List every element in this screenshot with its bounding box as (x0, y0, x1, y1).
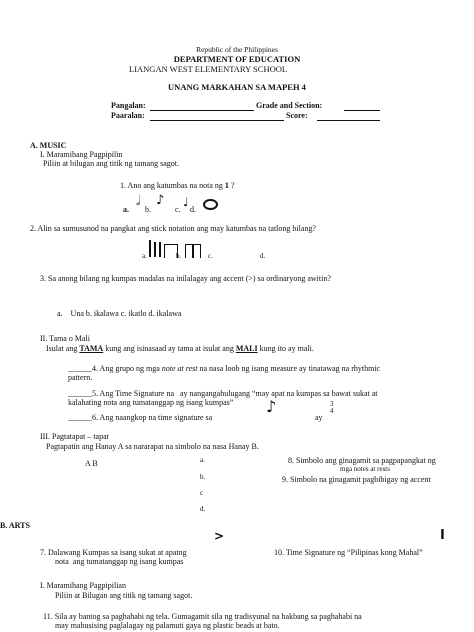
music-section-title: A. MUSIC (30, 141, 67, 150)
question-4: ______4. Ang grupo ng mga note at rest na nasa loob ng isang measure ay tinatawag na rhythmic (68, 364, 381, 373)
quarter-note-icon: ♩ (183, 195, 189, 209)
q2-choice-d[interactable]: d. (260, 252, 266, 260)
stick-note-icon (154, 242, 156, 257)
q1-choice-b[interactable]: b. (145, 205, 151, 214)
eighth-note-icon: ♪ (156, 193, 165, 208)
stick-beam-icon (185, 244, 193, 258)
question-7: 7. Dalawang Kumpas sa isang sukat at apatng (40, 548, 187, 557)
q1-choice-c[interactable]: c. (175, 205, 181, 214)
school-field-line[interactable] (150, 120, 284, 121)
whole-note-icon (203, 199, 218, 210)
q3-choices[interactable]: a. Una b. ikalawa c. ikatlo d. ikalawa (57, 309, 182, 318)
question-5: ______5. Ang Time Signature na ay nangangahulugang “may apat na kumpas sa bawat sukat at (68, 389, 378, 398)
time-signature-bottom: 4 (330, 407, 334, 415)
question-4-line2: pattern. (68, 373, 93, 382)
question-7-line2: nota ang tumatanggap ng isang kumpas (55, 557, 184, 566)
stick-beam-icon (193, 244, 201, 258)
school-line: LIANGAN WEST ELEMENTARY SCHOOL (129, 64, 288, 74)
question-5-line2: kalahating nota ang tumatanggap ng isang kumpas” (68, 398, 234, 407)
q2-choice-a[interactable]: a. (142, 252, 147, 260)
answer-blank[interactable]: ______ (68, 389, 92, 398)
question-10: 10. Time Signature ng “Pilipinas kong Mahal” (274, 548, 423, 557)
accent-symbol-icon: > (214, 529, 225, 543)
music-part1-instruction: Piliin at bilugan ang titik ng tamang sagot. (43, 159, 179, 168)
department-line: DEPARTMENT OF EDUCATION (173, 54, 301, 64)
stick-note-icon (159, 242, 161, 257)
name-label: Pangalan: (111, 101, 146, 110)
match-letter-c[interactable]: c (200, 489, 204, 497)
bar-line-symbol-icon: I (440, 528, 445, 543)
time-signature-top: 3 (330, 400, 334, 408)
arts-part1-instruction: Piliin at Bilugan ang titik ng tamang sagot. (55, 591, 193, 600)
arts-part1-title: I. Maramihang Pagpipilian (40, 581, 126, 590)
match-letter-a[interactable]: a. (200, 456, 205, 464)
music-part2-instruction: Isulat ang TAMA kung ang isinasaad ay tama at isulat ang MALI kung ito ay mali. (46, 344, 314, 353)
dotted-eighth-note-icon: ♪ (266, 397, 277, 416)
match-item-9: 9. Simbolo na ginagamit pagbibigay ng accent (282, 475, 431, 484)
exam-title: UNANG MARKAHAN SA MAPEH 4 (168, 82, 306, 92)
q6-ay: ay (315, 413, 323, 422)
music-part2-title: II. Tama o Mali (40, 334, 90, 343)
question-11: 11. Sila ay bantog sa paghahabi ng tela. Gumagamit sila ng tradisyunal na hakbang sa paghahabi na (43, 612, 362, 621)
arts-section-title: B. ARTS (0, 521, 30, 530)
question-6: ______6. Ang naangkop na time signature sa (68, 413, 213, 422)
q2-choice-c[interactable]: c. (208, 252, 213, 260)
half-note-icon: 𝅗𝅥 (136, 193, 141, 209)
music-part3-title: III. Pagtatapat – tapat (40, 432, 109, 441)
matching-column-headers: A B (85, 459, 98, 468)
answer-blank[interactable]: ______ (68, 413, 92, 422)
question-11-line2: may mabusising paglalagay ng palamuti gaya ng plastic beads at bato. (55, 621, 280, 630)
match-letter-d[interactable]: d. (200, 505, 206, 513)
score-line[interactable] (317, 120, 380, 121)
match-item-8-line2: mga notes at rests (340, 465, 390, 473)
music-part3-instruction: Pagtapatin ang Hanay A sa nararapat na simbolo na nasa Hanay B. (46, 442, 259, 451)
q1-choice-a[interactable]: a. (123, 205, 129, 214)
score-label: Score: (286, 111, 308, 120)
q1-choice-d[interactable]: d. (190, 205, 196, 214)
question-2: 2. Alin sa sumusunod na pangkat ang stick notation ang may katumbas na tatlong bilang? (30, 224, 316, 233)
school-label: Paaralan: (111, 111, 145, 120)
name-line[interactable] (150, 110, 254, 111)
republic-line: Republic of the Philippines (196, 45, 278, 54)
question-1: 1. Ano ang katumbas na nota ng 1 ? (120, 181, 235, 190)
grade-label: Grade and Section: (256, 101, 323, 110)
question-3: 3. Sa anong bilang ng kumpas madalas na inilalagay ang accent (>) sa ordinaryong awitin? (40, 274, 331, 283)
match-item-8: 8. Simbolo ang ginagamit sa pagpapangkat ng (288, 456, 436, 465)
q2-choice-b[interactable]: b. (176, 252, 182, 260)
match-letter-b[interactable]: b. (200, 473, 206, 481)
answer-blank[interactable]: ______ (68, 364, 92, 373)
grade-line[interactable] (344, 110, 380, 111)
music-part1-title: I. Maramihang Pagpipilin (40, 150, 123, 159)
stick-note-icon (149, 240, 151, 257)
